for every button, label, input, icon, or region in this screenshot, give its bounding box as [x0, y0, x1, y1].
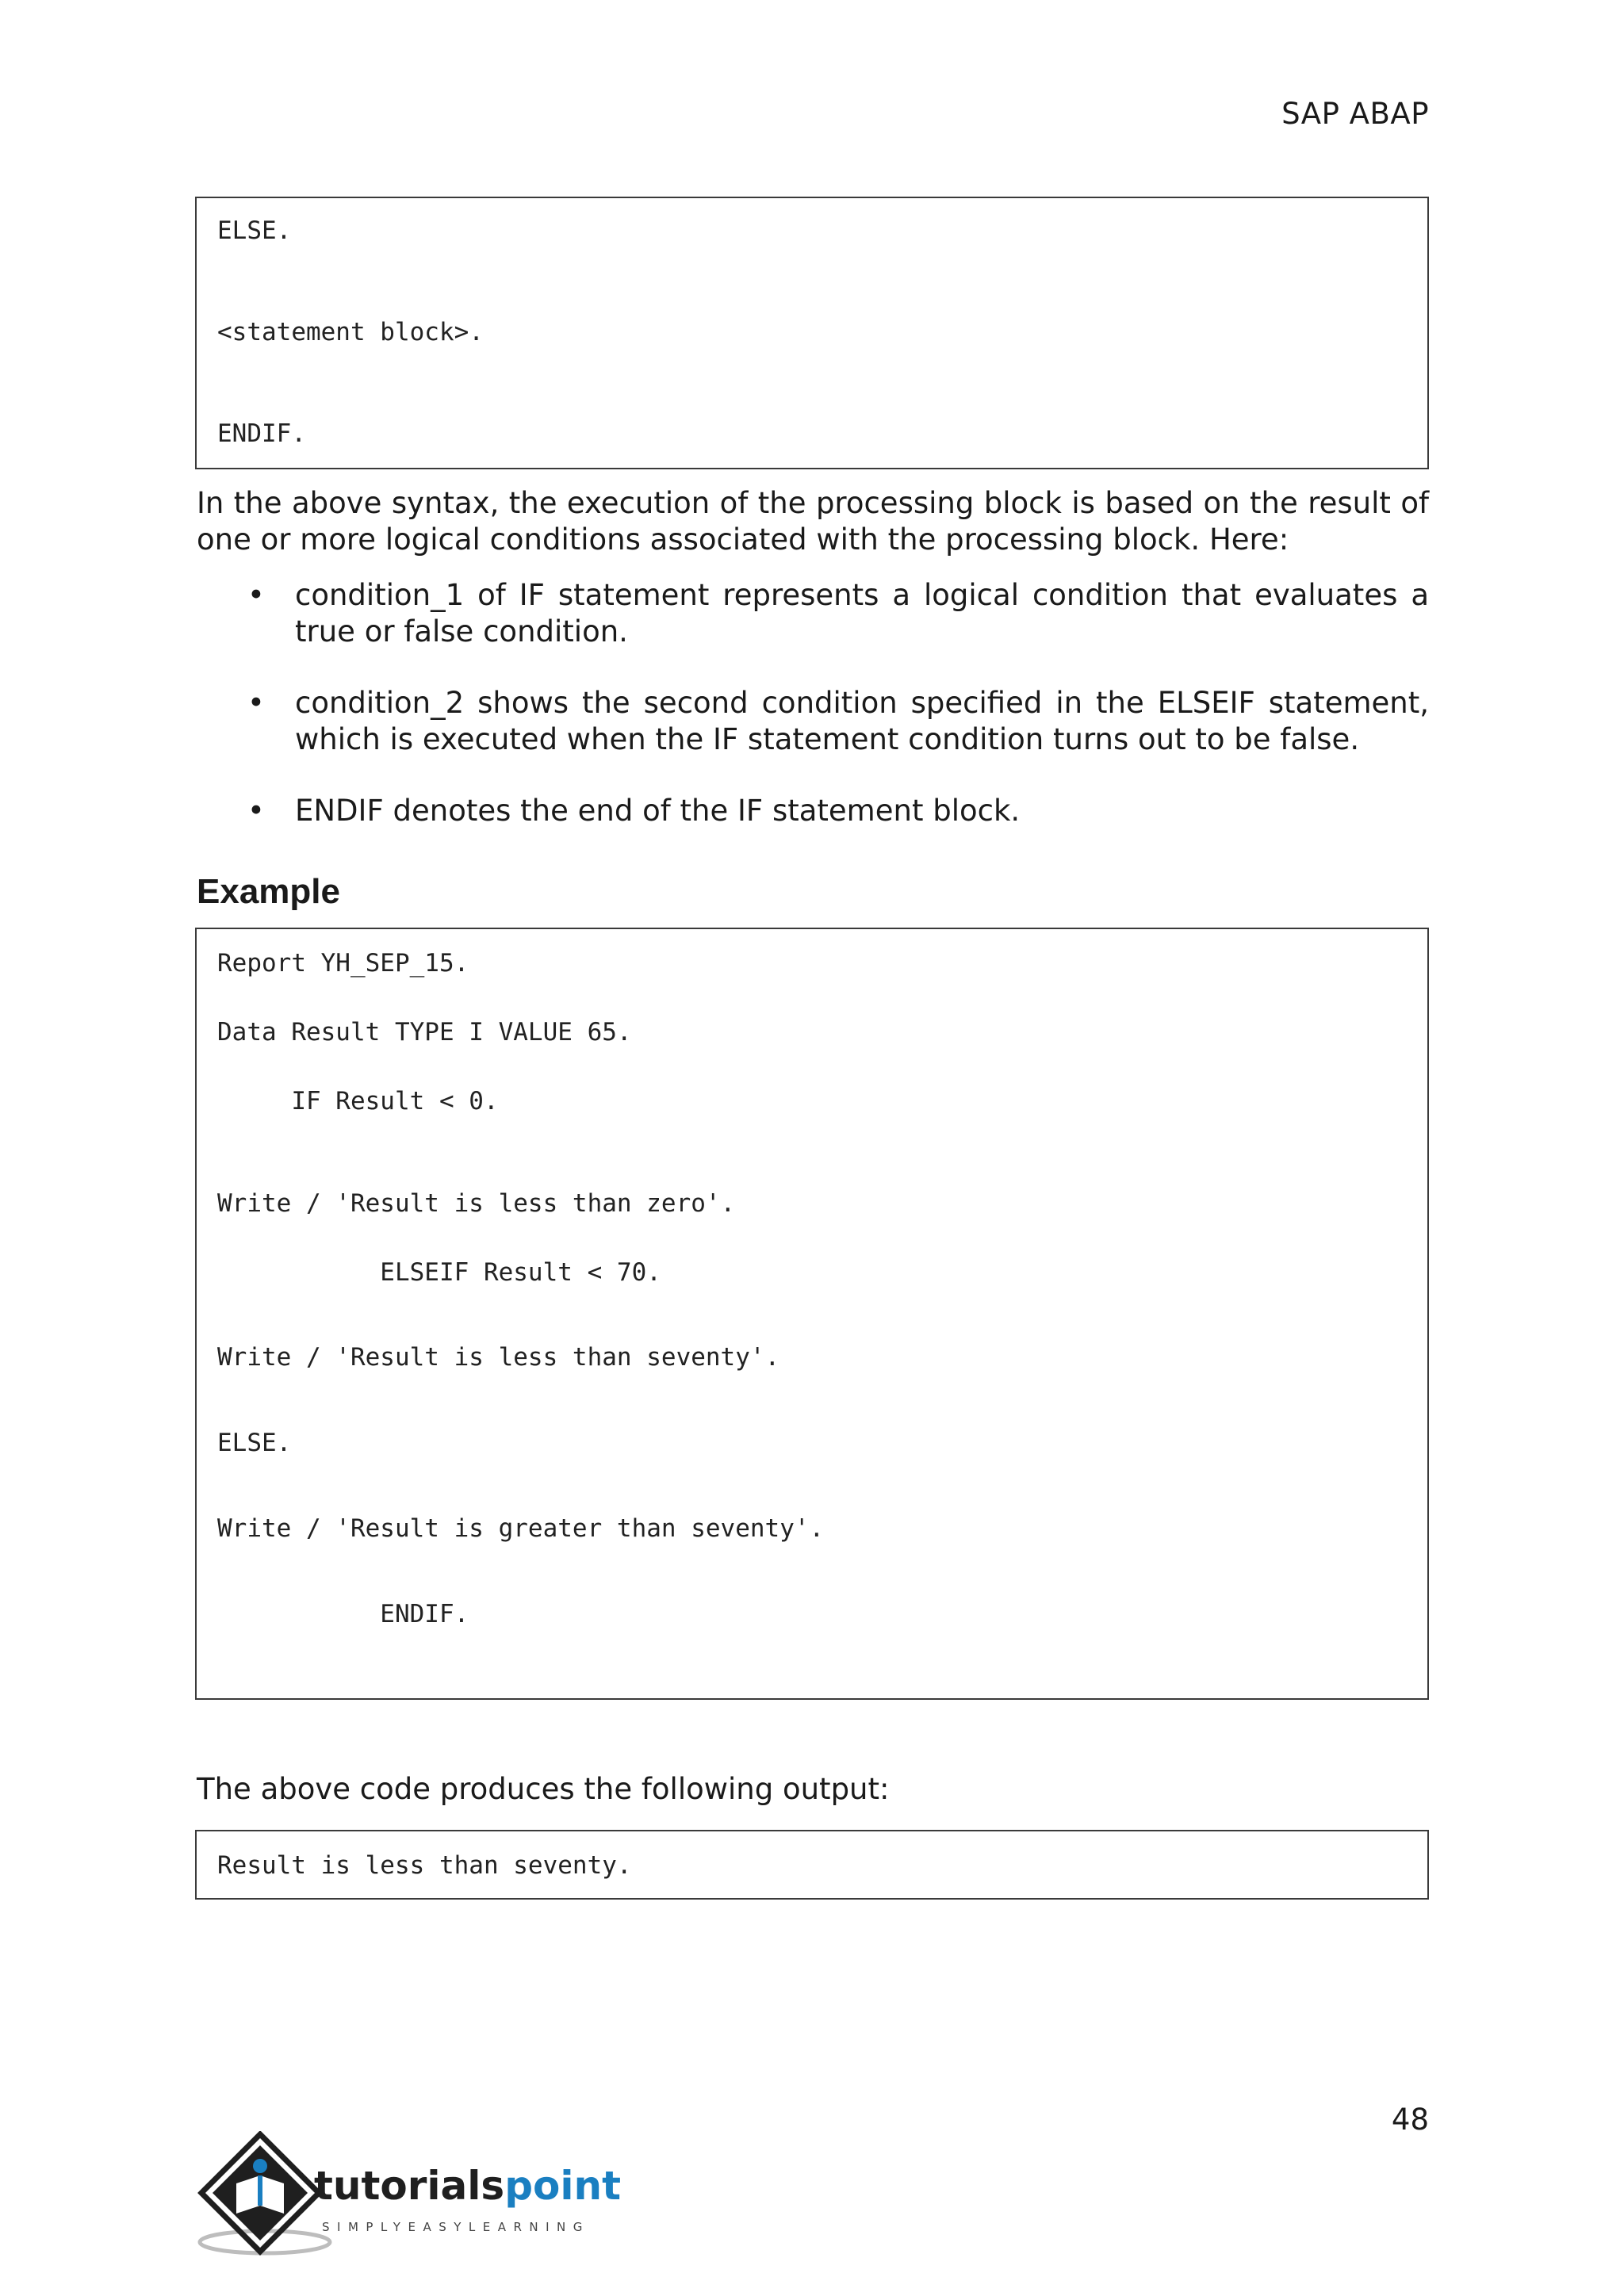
bullet-text: condition_1 of IF statement represents a logical condition that evaluates a true or false condition.	[295, 578, 1429, 649]
logo-head-icon	[253, 2159, 267, 2173]
example-heading: Example	[197, 872, 340, 911]
logo-wordmark-dark: tutorialspoint	[314, 2163, 621, 2209]
tutorialspoint-logo	[195, 2131, 639, 2258]
bullet-dot-icon: •	[247, 794, 265, 828]
logo-tagline: SIMPLYEASYLEARNING	[322, 2220, 590, 2234]
code-line: Write / 'Result is less than seventy'.	[217, 1343, 780, 1372]
bullet-text: condition_2 shows the second condition specified in the ELSEIF statement, which is executed when the IF statement condition turns out to be false.	[295, 686, 1429, 756]
code-line: Report YH_SEP_15.	[217, 949, 469, 978]
bullet-dot-icon: •	[247, 578, 265, 612]
code-line: ELSE.	[217, 216, 292, 245]
code-line: IF Result < 0.	[217, 1087, 499, 1115]
output-intro-text: The above code produces the following output:	[197, 1772, 890, 1806]
code-line: Data Result TYPE I VALUE 65.	[217, 1018, 632, 1047]
output-code-block	[195, 1830, 1429, 1900]
code-line: ELSE.	[217, 1429, 292, 1457]
example-code-block	[195, 928, 1429, 1700]
bullet-dot-icon: •	[247, 686, 265, 720]
bullet-text: ENDIF denotes the end of the IF statement block.	[295, 794, 1021, 828]
code-line: ELSEIF Result < 70.	[217, 1258, 661, 1287]
code-line: ENDIF.	[217, 1600, 469, 1628]
page-header-title: SAP ABAP	[1281, 97, 1429, 131]
code-line: Write / 'Result is less than zero'.	[217, 1189, 736, 1218]
code-line: Write / 'Result is greater than seventy'.	[217, 1514, 825, 1543]
logo-wordmark-blue: point	[504, 2163, 621, 2209]
code-line: ENDIF.	[217, 419, 306, 448]
output-line: Result is less than seventy.	[217, 1851, 632, 1880]
syntax-code-block	[195, 197, 1429, 469]
page-number: 48	[1391, 2103, 1429, 2137]
intro-paragraph: In the above syntax, the execution of the processing block is based on the result of one or more logical conditions associated with the processing block. Here:	[197, 486, 1429, 557]
code-line: <statement block>.	[217, 318, 484, 346]
